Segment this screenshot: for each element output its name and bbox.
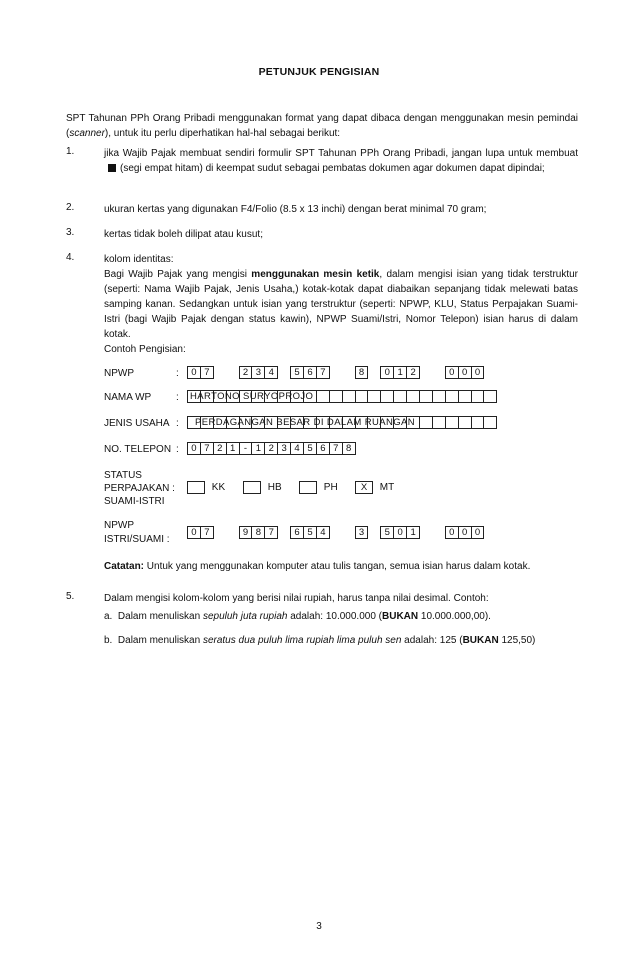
status-text-hb: HB: [267, 482, 282, 494]
box-cell[interactable]: 8: [251, 526, 265, 539]
item-5b-post: 125,50): [498, 635, 536, 646]
box-cell[interactable]: [329, 526, 343, 539]
item-5b-bold: BUKAN: [462, 635, 499, 646]
status-box-kk[interactable]: [187, 481, 205, 494]
status-text-mt: MT: [379, 482, 395, 494]
item-5a: [104, 610, 491, 623]
page-number: 3: [316, 921, 322, 932]
box-cell[interactable]: [342, 390, 356, 403]
nama-wp-label: NAMA WP: [104, 392, 152, 403]
box-cell[interactable]: 5: [290, 366, 304, 379]
box-cell[interactable]: [380, 390, 394, 403]
box-cell[interactable]: [458, 416, 472, 429]
box-cell[interactable]: 0: [445, 366, 459, 379]
box-cell[interactable]: [277, 526, 291, 539]
box-cell[interactable]: 0: [380, 366, 394, 379]
box-cell[interactable]: 8: [355, 366, 369, 379]
item-5a-label: a.: [104, 611, 113, 622]
intro-paragraph: [66, 111, 578, 141]
box-cell[interactable]: [432, 526, 446, 539]
box-cell[interactable]: 1: [226, 442, 240, 455]
box-cell[interactable]: [471, 416, 485, 429]
item-4-text: kolom identitas:: [104, 254, 174, 265]
box-cell[interactable]: 7: [200, 526, 214, 539]
intro-text-end: ), untuk itu perlu diperhatikan hal-hal sebagai berikut:: [104, 128, 341, 139]
box-cell[interactable]: [406, 390, 420, 403]
jenis-usaha-field: [187, 416, 496, 429]
jenis-usaha-value: PERDAGANGAN BESAR DI DALAM RUANGAN: [195, 417, 416, 428]
item-4-p-after: , dalam mengisi isian yang tidak terstruktur (seperti: Nama Wajib Pajak, Jenis Usaha,) kotak-kotak dapat diabaikan sepanjang tidak melewati batas samping kanan. Sedangkan untuk isian yang terstruktur (seperti: NPWP, KLU, Status Perpajakan Suami-Istri (bagi Wajib Pajak dengan status kawin), NPWP Suami/Istri, Nomor Telepon) isian harus di dalam kotak.: [104, 269, 579, 340]
status-label-3: SUAMI-ISTRI: [104, 496, 165, 507]
status-label-1: STATUS: [104, 470, 142, 481]
item-4-p-bold: menggunakan mesin ketik: [251, 269, 380, 280]
box-cell[interactable]: 2: [406, 366, 420, 379]
npwp-si-boxes: [187, 526, 483, 539]
box-cell[interactable]: 0: [393, 526, 407, 539]
jenis-usaha-label: JENIS USAHA: [104, 418, 170, 429]
box-cell[interactable]: 7: [200, 442, 214, 455]
item-1-before: jika Wajib Pajak membuat sendiri formulir SPT Tahunan PPh Orang Pribadi, jangan lupa untuk membuat: [104, 148, 578, 159]
box-cell[interactable]: 0: [458, 366, 472, 379]
box-cell[interactable]: 1: [251, 442, 265, 455]
box-cell[interactable]: 9: [239, 526, 253, 539]
box-cell[interactable]: 2: [213, 442, 227, 455]
box-cell[interactable]: [419, 526, 433, 539]
contoh-label: Contoh Pengisian:: [104, 344, 186, 355]
box-cell[interactable]: 4: [316, 526, 330, 539]
item-5-number: 5.: [66, 591, 75, 602]
box-cell[interactable]: [419, 416, 433, 429]
box-cell[interactable]: [316, 390, 330, 403]
box-cell[interactable]: 3: [277, 442, 291, 455]
box-cell[interactable]: [471, 390, 485, 403]
item-3-text: kertas tidak boleh dilipat atau kusut;: [104, 229, 263, 240]
box-cell[interactable]: 0: [187, 442, 201, 455]
box-cell[interactable]: 0: [187, 366, 201, 379]
box-cell[interactable]: 0: [187, 526, 201, 539]
status-text-kk: KK: [211, 482, 226, 494]
telepon-colon: :: [176, 444, 179, 455]
item-5a-bold: BUKAN: [382, 611, 419, 622]
box-cell[interactable]: [329, 366, 343, 379]
item-4-number: 4.: [66, 252, 75, 263]
npwp-colon: :: [176, 368, 179, 379]
box-cell[interactable]: [367, 390, 381, 403]
box-cell[interactable]: 0: [445, 526, 459, 539]
item-1-text: [104, 146, 578, 176]
intro-italic: scanner: [69, 128, 105, 139]
box-cell[interactable]: 0: [471, 366, 485, 379]
box-cell[interactable]: 5: [303, 526, 317, 539]
box-cell[interactable]: 0: [458, 526, 472, 539]
box-cell[interactable]: 3: [355, 526, 369, 539]
box-cell[interactable]: 2: [264, 442, 278, 455]
box-cell[interactable]: 1: [393, 366, 407, 379]
jenis-usaha-colon: :: [176, 418, 179, 429]
box-cell[interactable]: 1: [406, 526, 420, 539]
box-cell[interactable]: [277, 366, 291, 379]
item-2-text: ukuran kertas yang digunakan F4/Folio (8.5 x 13 inchi) dengan berat minimal 70 gram;: [104, 204, 487, 215]
box-cell[interactable]: 5: [303, 442, 317, 455]
box-cell[interactable]: 0: [471, 526, 485, 539]
black-square-icon: [108, 164, 116, 172]
item-5b-mid: adalah: 125 (: [401, 635, 463, 646]
box-cell[interactable]: 5: [380, 526, 394, 539]
box-cell[interactable]: [329, 390, 343, 403]
npwp-label: NPWP: [104, 368, 134, 379]
status-text-ph: PH: [323, 482, 338, 494]
box-cell[interactable]: [419, 366, 433, 379]
telepon-label: NO. TELEPON: [104, 444, 172, 455]
status-option-kk: [187, 481, 225, 494]
npwp-si-label-1: NPWP: [104, 520, 134, 531]
item-4-p-before: Bagi Wajib Pajak yang mengisi: [104, 269, 252, 280]
box-cell[interactable]: [432, 416, 446, 429]
box-cell[interactable]: 8: [342, 442, 356, 455]
box-cell[interactable]: [355, 390, 369, 403]
item-5a-mid: adalah: 10.000.000 (: [287, 611, 382, 622]
intro-text: SPT Tahunan PPh Orang Pribadi menggunakan format yang dapat dibaca dengan menggunakan mesin pemindai (: [66, 113, 578, 139]
box-cell[interactable]: [483, 390, 497, 403]
status-option-hb: [243, 481, 282, 494]
status-option-mt: [355, 481, 394, 494]
page-title: PETUNJUK PENGISIAN: [258, 66, 380, 78]
box-cell[interactable]: 7: [329, 442, 343, 455]
npwp-si-label-2: ISTRI/SUAMI :: [104, 534, 170, 545]
box-cell[interactable]: [226, 366, 240, 379]
status-box-mt[interactable]: X: [355, 481, 373, 494]
item-5b-label: b.: [104, 635, 113, 646]
telepon-boxes: [187, 442, 355, 455]
item-1-after: (segi empat hitam) di keempat sudut sebagai pembatas dokumen agar dokumen dapat dipindai;: [120, 163, 545, 174]
box-cell[interactable]: [342, 366, 356, 379]
catatan-bold: Catatan:: [104, 561, 145, 572]
box-cell[interactable]: [342, 526, 356, 539]
box-cell[interactable]: [458, 390, 472, 403]
catatan-text: Untuk yang menggunakan komputer atau tulis tangan, semua isian harus dalam kotak.: [144, 561, 531, 572]
item-1-number: 1.: [66, 146, 75, 157]
box-cell[interactable]: 4: [264, 366, 278, 379]
box-cell[interactable]: [432, 366, 446, 379]
item-5b-pre: Dalam menuliskan: [117, 635, 203, 646]
box-cell[interactable]: [367, 526, 381, 539]
box-cell[interactable]: [367, 366, 381, 379]
item-5a-post: 10.000.000,00).: [418, 611, 491, 622]
item-3-number: 3.: [66, 227, 75, 238]
box-cell[interactable]: 6: [290, 526, 304, 539]
nama-wp-field: [187, 390, 496, 403]
box-cell[interactable]: 7: [264, 526, 278, 539]
status-box-ph[interactable]: [299, 481, 317, 494]
box-cell[interactable]: [445, 416, 459, 429]
item-5a-pre: Dalam menuliskan: [117, 611, 203, 622]
box-cell[interactable]: [445, 390, 459, 403]
box-cell[interactable]: [226, 526, 240, 539]
box-cell[interactable]: 6: [303, 366, 317, 379]
status-label-2: PERPAJAKAN :: [104, 483, 175, 494]
box-cell[interactable]: [213, 366, 227, 379]
status-box-hb[interactable]: [243, 481, 261, 494]
box-cell[interactable]: 7: [200, 366, 214, 379]
item-2-number: 2.: [66, 202, 75, 213]
status-option-ph: [299, 481, 338, 494]
box-cell[interactable]: 4: [290, 442, 304, 455]
nama-wp-colon: :: [176, 392, 179, 403]
catatan-note: [104, 559, 578, 574]
box-cell[interactable]: 2: [239, 366, 253, 379]
box-cell[interactable]: 7: [316, 366, 330, 379]
item-5a-ital: sepuluh juta rupiah: [202, 611, 288, 622]
item-4-paragraph: [104, 267, 578, 342]
npwp-boxes: [187, 366, 483, 379]
box-cell[interactable]: -: [239, 442, 253, 455]
box-cell[interactable]: [213, 526, 227, 539]
box-cell[interactable]: 6: [316, 442, 330, 455]
item-5-text: Dalam mengisi kolom-kolom yang berisi nilai rupiah, harus tanpa nilai desimal. Contoh:: [104, 593, 489, 604]
box-cell[interactable]: [393, 390, 407, 403]
nama-wp-value: HARTONO SURYOPROJO: [190, 391, 314, 402]
item-5b: [104, 634, 535, 647]
box-cell[interactable]: [483, 416, 497, 429]
box-cell[interactable]: [432, 390, 446, 403]
box-cell[interactable]: 3: [251, 366, 265, 379]
box-cell[interactable]: [419, 390, 433, 403]
item-5b-ital: seratus dua puluh lima rupiah lima puluh sen: [202, 635, 402, 646]
